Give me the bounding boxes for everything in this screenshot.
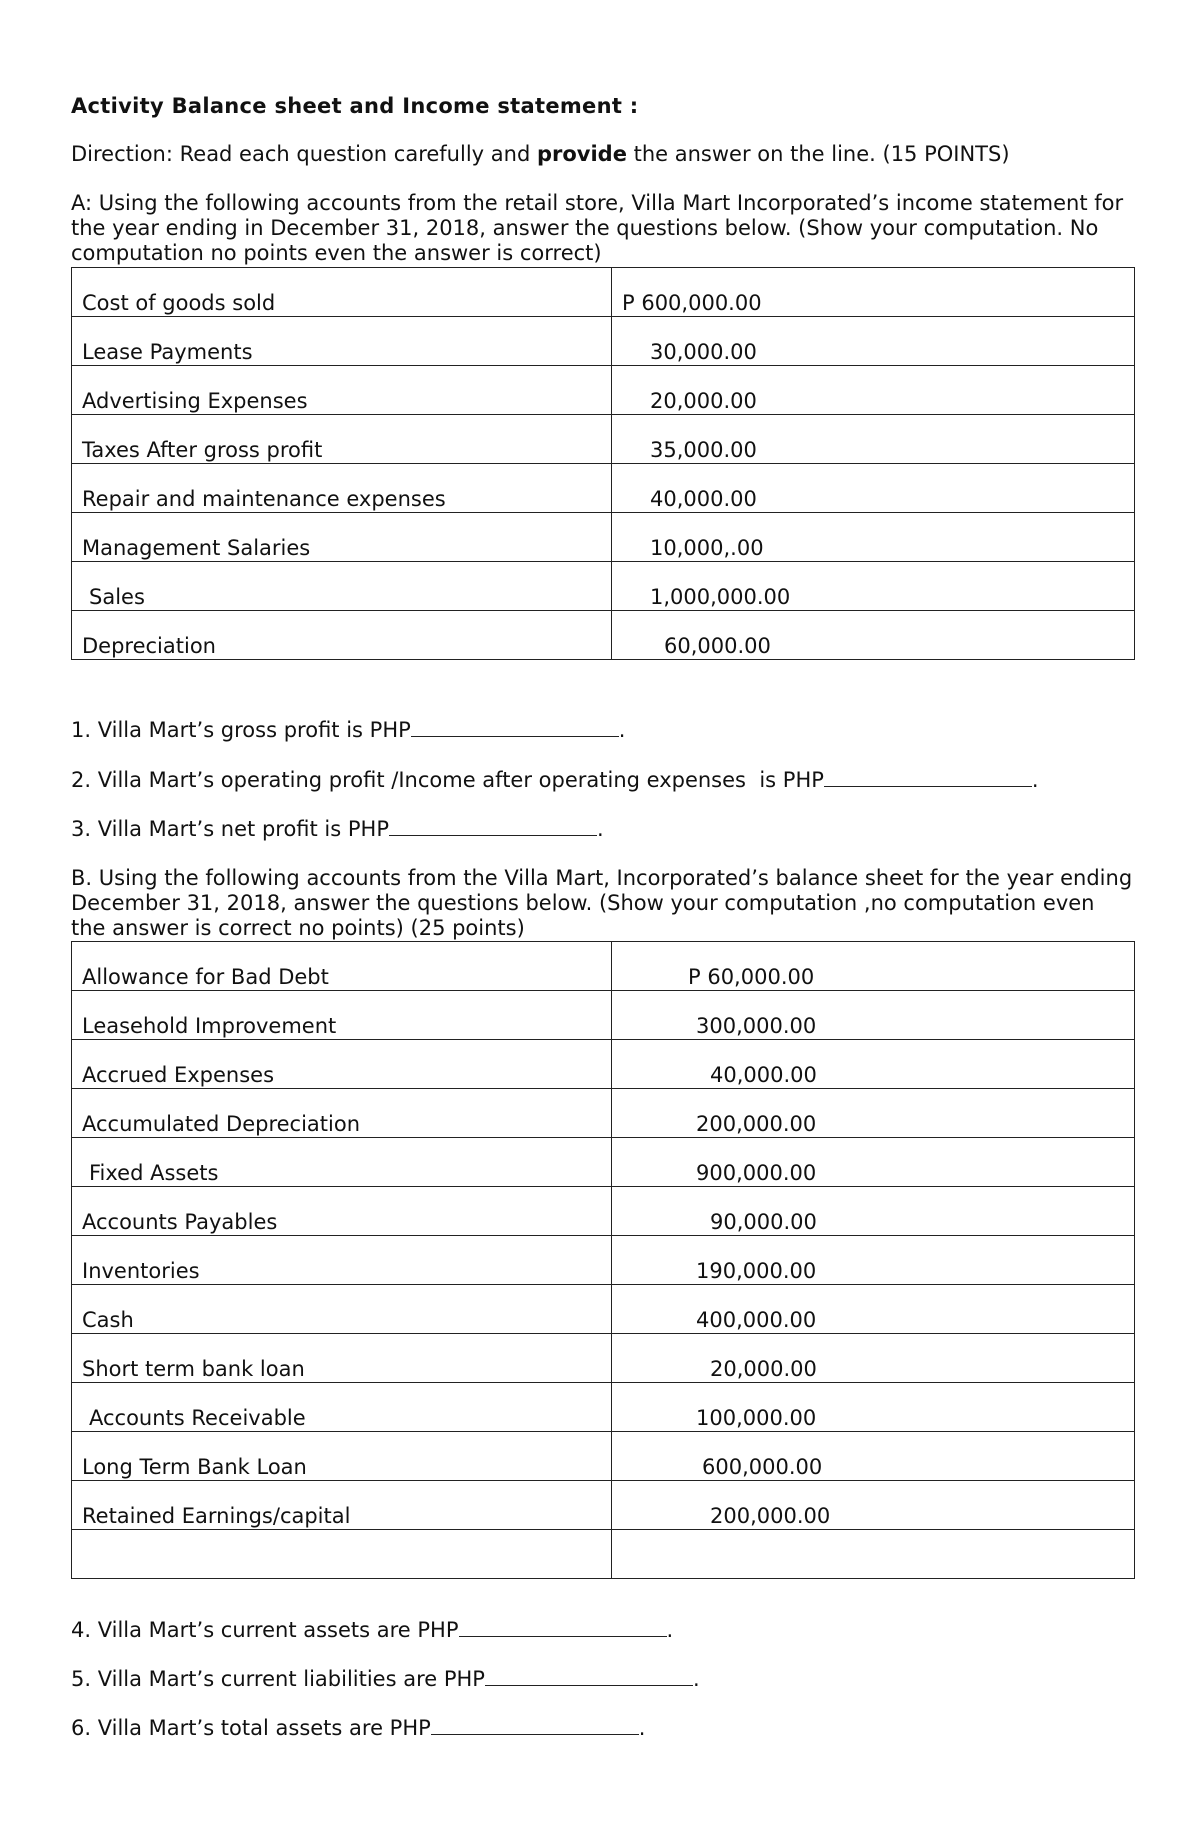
account-label: Depreciation: [72, 611, 612, 660]
account-label: Accumulated Depreciation: [72, 1089, 612, 1138]
account-label: Retained Earnings/capital: [72, 1481, 612, 1530]
account-value: 40,000.00: [612, 1040, 1135, 1089]
answer-blank[interactable]: [431, 1716, 639, 1735]
account-value: 190,000.00: [612, 1236, 1135, 1285]
table-row: [72, 268, 1135, 317]
question-4: [71, 1618, 673, 1642]
table-row: [72, 513, 1135, 562]
table-row: [72, 1138, 1135, 1187]
table-row: [72, 415, 1135, 464]
account-value: P 60,000.00: [612, 942, 1135, 991]
question-1: [71, 718, 625, 742]
balance-sheet-table: [71, 941, 1135, 1579]
account-label: Short term bank loan: [72, 1334, 612, 1383]
question-end: .: [597, 817, 604, 841]
question-2: [71, 768, 1039, 792]
answer-blank[interactable]: [459, 1618, 667, 1637]
table-row: [72, 1040, 1135, 1089]
income-statement-table: [71, 267, 1135, 660]
account-label: Accounts Receivable: [72, 1383, 612, 1432]
account-value: 600,000.00: [612, 1432, 1135, 1481]
table-row: [72, 1236, 1135, 1285]
account-value: 1,000,000.00: [612, 562, 1135, 611]
account-label: Leasehold Improvement: [72, 991, 612, 1040]
question-end: .: [1031, 768, 1039, 792]
answer-blank[interactable]: [824, 768, 1032, 787]
account-value: 60,000.00: [612, 611, 1135, 660]
account-label: Cash: [72, 1285, 612, 1334]
table-row: [72, 1432, 1135, 1481]
section-a-intro: A: Using the following accounts from the retail store, Villa Mart Incorporated’s income statement for the year ending in December 31, 2018, answer the questions below. (Show your computation. No computation no points even the answer is correct): [71, 191, 1124, 265]
question-text: 4. Villa Mart’s current assets are PHP: [71, 1618, 459, 1642]
account-value: 400,000.00: [612, 1285, 1135, 1334]
account-label: Long Term Bank Loan: [72, 1432, 612, 1481]
question-5: [71, 1667, 700, 1691]
question-3: [71, 817, 604, 841]
account-value: 40,000.00: [612, 464, 1135, 513]
question-text: 1. Villa Mart’s gross profit is PHP: [71, 718, 411, 742]
account-label: Accounts Payables: [72, 1187, 612, 1236]
account-value: 10,000,.00: [612, 513, 1135, 562]
account-value: 100,000.00: [612, 1383, 1135, 1432]
question-text: 3. Villa Mart’s net profit is PHP: [71, 817, 390, 841]
question-end: .: [666, 1618, 674, 1642]
account-label: Cost of goods sold: [72, 268, 612, 317]
account-label: Allowance for Bad Debt: [72, 942, 612, 991]
table-row: [72, 464, 1135, 513]
account-value: P 600,000.00: [612, 268, 1135, 317]
account-label: Inventories: [72, 1236, 612, 1285]
account-value: 35,000.00: [612, 415, 1135, 464]
account-label: Lease Payments: [72, 317, 612, 366]
answer-blank[interactable]: [485, 1667, 693, 1686]
account-label: Accrued Expenses: [72, 1040, 612, 1089]
question-end: .: [618, 718, 626, 742]
table-row: [72, 366, 1135, 415]
table-row: [72, 942, 1135, 991]
table-row: [72, 611, 1135, 660]
account-value: 30,000.00: [612, 317, 1135, 366]
question-6: [71, 1716, 645, 1740]
direction-bold: provide: [536, 142, 627, 166]
table-row: [72, 1383, 1135, 1432]
table-row: [72, 1530, 1135, 1579]
account-value: [612, 1530, 1135, 1579]
account-value: 200,000.00: [612, 1089, 1135, 1138]
account-label: [72, 1530, 612, 1579]
answer-blank[interactable]: [389, 817, 597, 836]
question-text: 2. Villa Mart’s operating profit /Income after operating expenses is PHP: [71, 768, 824, 792]
account-value: 200,000.00: [612, 1481, 1135, 1530]
question-text: 6. Villa Mart’s total assets are PHP: [71, 1716, 431, 1740]
direction-after: the answer on the line. (15 POINTS): [626, 142, 1010, 166]
table-row: [72, 562, 1135, 611]
account-label: Taxes After gross profit: [72, 415, 612, 464]
account-label: Management Salaries: [72, 513, 612, 562]
account-label: Fixed Assets: [72, 1138, 612, 1187]
account-value: 300,000.00: [612, 991, 1135, 1040]
table-row: [72, 1187, 1135, 1236]
direction-before: Direction: Read each question carefully and: [71, 142, 537, 166]
table-row: [72, 991, 1135, 1040]
direction-text: [71, 142, 1010, 166]
question-end: .: [692, 1667, 700, 1691]
account-value: 20,000.00: [612, 366, 1135, 415]
table-row: [72, 1285, 1135, 1334]
account-value: 900,000.00: [612, 1138, 1135, 1187]
document-title: Activity Balance sheet and Income statement :: [71, 94, 639, 118]
question-end: .: [638, 1716, 646, 1740]
account-value: 90,000.00: [612, 1187, 1135, 1236]
account-label: Repair and maintenance expenses: [72, 464, 612, 513]
question-text: 5. Villa Mart’s current liabilities are PHP: [71, 1667, 485, 1691]
table-row: [72, 317, 1135, 366]
section-b-intro: B. Using the following accounts from the Villa Mart, Incorporated’s balance sheet for the year ending December 31, 2018, answer the questions below. (Show your computation ,no computation even the answer is correct no points) (25 points): [71, 866, 1133, 940]
table-row: [72, 1334, 1135, 1383]
answer-blank[interactable]: [411, 718, 619, 737]
table-row: [72, 1089, 1135, 1138]
account-value: 20,000.00: [612, 1334, 1135, 1383]
account-label: Advertising Expenses: [72, 366, 612, 415]
account-label: Sales: [72, 562, 612, 611]
table-row: [72, 1481, 1135, 1530]
